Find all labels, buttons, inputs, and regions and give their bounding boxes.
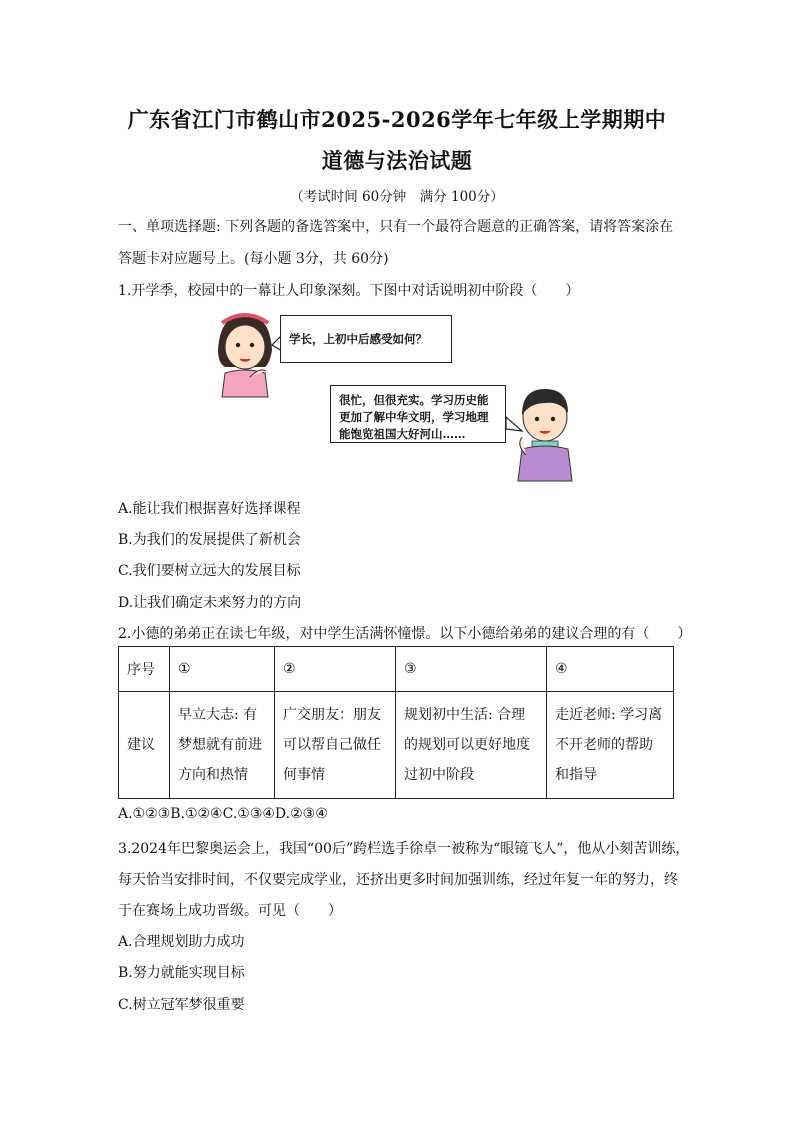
table-header-cell: ① <box>170 647 275 692</box>
table-cell: 广交朋友：朋友可以帮自己做任何事情 <box>275 692 396 799</box>
q3-stem-line3: 于在赛场上成功晋级。可见（ ） <box>118 903 342 919</box>
q2-stem: 2.小德的弟弟正在读七年级，对中学生活满怀憧憬。以下小德给弟弟的建议合理的有（ ） <box>118 626 692 642</box>
section-instruction-line1: 一、单项选择题: 下列各题的备选答案中，只有一个最符合题意的正确答案，请将答案涂在 <box>118 219 674 235</box>
table-cell: 走近老师: 学习离不开老师的帮助和指导 <box>547 692 674 799</box>
exam-title-line2: 道德与法治试题 <box>321 148 473 173</box>
q1-option-d: D.让我们确定未来努力的方向 <box>118 595 302 611</box>
q1-option-b: B.为我们的发展提供了新机会 <box>118 532 301 548</box>
exam-title-line1: 广东省江门市鹤山市2025-2026学年七年级上学期期中 <box>127 107 667 132</box>
table-header-cell: ③ <box>396 647 547 692</box>
boy-speech-bubble: 很忙，但很充实。学习历史能更加了解中华文明，学习地理能饱览祖国大好河山…… <box>330 385 506 443</box>
table-header-cell: 序号 <box>119 647 170 692</box>
boy-figure <box>518 389 572 481</box>
table-cell: 规划初中生活: 合理的规划可以更好地度过初中阶段 <box>396 692 547 799</box>
table-row-label: 建议 <box>119 692 170 799</box>
q3-stem-line2: 每天恰当安排时间，不仅要完成学业，还挤出更多时间加强训练，经过年复一年的努力，终 <box>118 872 678 888</box>
q1-option-c: C.我们要树立远大的发展目标 <box>118 563 301 579</box>
table-header-cell: ② <box>275 647 396 692</box>
q3-option-a: A.合理规划助力成功 <box>118 934 245 950</box>
table-header-cell: ④ <box>547 647 674 692</box>
girl-speech-bubble: 学长，上初中后感受如何？ <box>280 315 452 363</box>
q3-option-b: B.努力就能实现目标 <box>118 965 245 981</box>
q3-stem-line1: 3.2024年巴黎奥运会上，我国“00后”跨栏选手徐卓一被称为“眼镜飞人”，他从小刻苦训练， <box>118 841 690 857</box>
q1-option-a: A.能让我们根据喜好选择课程 <box>118 501 301 517</box>
q3-option-c: C.树立冠军梦很重要 <box>118 997 245 1013</box>
table-cell: 早立大志: 有梦想就有前进方向和热情 <box>170 692 275 799</box>
table-row <box>119 647 674 692</box>
girl-figure <box>218 313 272 397</box>
table-row <box>119 692 674 799</box>
exam-info: （考试时间 60分钟 满分 100分） <box>290 189 504 205</box>
section-instruction-line2: 答题卡对应题号上。(每小题 3分，共 60分) <box>118 251 389 267</box>
q1-illustration <box>210 305 580 485</box>
q1-stem: 1.开学季，校园中的一幕让人印象深刻。下图中对话说明初中阶段（ ） <box>118 283 580 299</box>
q2-suggestion-table <box>118 646 674 799</box>
q2-answer-options: A.①②③B.①②④C.①③④D.②③④ <box>118 806 328 822</box>
